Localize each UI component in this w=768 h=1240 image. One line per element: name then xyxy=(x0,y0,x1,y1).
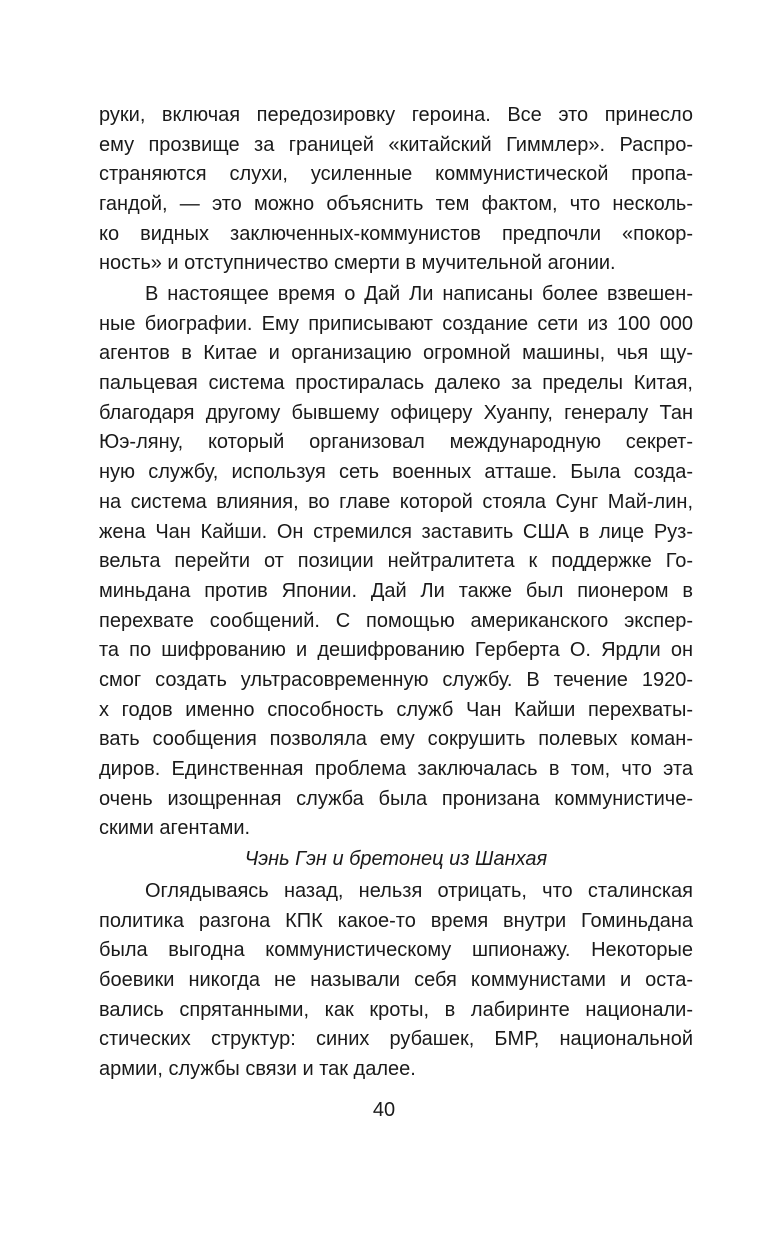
text-line: руки, включая передозировку героина. Все это принесло xyxy=(99,104,693,126)
text-line: гандой, — это можно объяснить тем фактом, что несколь- xyxy=(99,193,693,216)
text-line: ную службу, используя сеть военных атташе. Была созда- xyxy=(99,461,693,484)
page-number: 40 xyxy=(372,1099,396,1121)
text-line: была выгодна коммунистическому шпионажу. Некоторые xyxy=(99,939,693,962)
text-line: армии, службы связи и так далее. xyxy=(99,1058,416,1081)
text-line: ко видных заключенных-коммунистов предпочли «покор- xyxy=(99,222,693,245)
text-line: диров. Единственная проблема заключалась в том, что эта xyxy=(99,758,693,780)
text-line: смог создать ультрасовременную службу. В течение 1920- xyxy=(99,668,693,691)
text-line: вельта перейти от позиции нейтралитета к поддержке Го- xyxy=(99,550,693,573)
paragraph-3 xyxy=(99,877,693,1085)
text-line: стических структур: синих рубашек, БМР, национальной xyxy=(99,1028,693,1051)
text-line: агентов в Китае и организацию огромной машины, чья щу- xyxy=(99,342,693,365)
text-line: перехвате сообщений. С помощью американского экспер- xyxy=(99,609,693,632)
text-line: та по шифрованию и дешифрованию Герберта О. Ярдли он xyxy=(99,639,693,662)
text-line: пальцевая система простиралась далеко за пределы Китая, xyxy=(99,372,693,395)
text-line: ему прозвище за границей «китайский Гиммлер». Распро- xyxy=(99,133,693,156)
text-line: ные биографии. Ему приписывают создание сети из 100 000 xyxy=(99,312,693,335)
text-line: страняются слухи, усиленные коммунистической пропа- xyxy=(99,163,693,186)
text-line: вались спрятанными, как кроты, в лабиринте национали- xyxy=(99,998,693,1021)
paragraph-2 xyxy=(99,280,693,844)
text-line: В настоящее время о Дай Ли написаны более взвешен- xyxy=(145,283,693,305)
text-line: Юэ-ляну, который организовал международную секрет- xyxy=(99,431,693,454)
text-line: Оглядываясь назад, нельзя отрицать, что сталинская xyxy=(145,880,693,902)
text-line: жена Чан Кайши. Он стремился заставить США в лице Руз- xyxy=(99,520,693,543)
text-line: очень изощренная служба была пронизана коммунистиче- xyxy=(99,787,693,810)
text-line: миньдана против Японии. Дай Ли также был пионером в xyxy=(99,579,693,602)
section-heading: Чэнь Гэн и бретонец из Шанхая xyxy=(244,848,548,870)
text-line: скими агентами. xyxy=(99,817,251,840)
text-line: ность» и отступничество смерти в мучительной агонии. xyxy=(99,252,616,275)
text-line: х годов именно способность служб Чан Кайши перехваты- xyxy=(99,698,693,721)
text-line: вать сообщения позволяла ему сокрушить полевых коман- xyxy=(99,728,693,751)
text-line: политика разгона КПК какое-то время внутри Гоминьдана xyxy=(99,909,693,932)
text-line: на система влияния, во главе которой стояла Сунг Май-лин, xyxy=(99,490,693,513)
text-line: боевики никогда не называли себя коммунистами и оста- xyxy=(99,969,693,992)
text-line: благодаря другому бывшему офицеру Хуанпу, генералу Тан xyxy=(99,401,693,424)
paragraph-1 xyxy=(99,101,693,279)
